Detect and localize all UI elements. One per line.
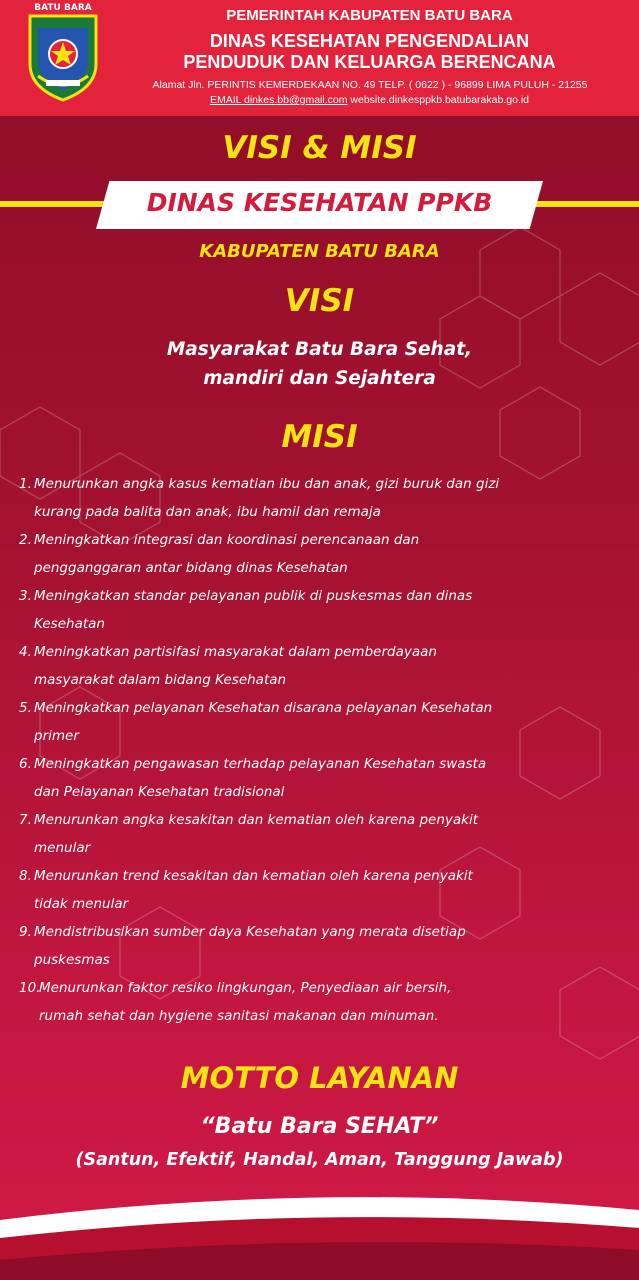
misi-line: Mendistribusikan sumber daya Kesehatan yang merata disetiap [34,924,466,940]
misi-line: Meningkatkan standar pelayanan publik di puskesmas dan dinas [34,588,473,604]
misi-line: Kesehatan [34,616,105,632]
bottom-wave-decoration [0,1180,639,1280]
misi-item [19,974,631,1030]
misi-number: 10. [19,980,41,996]
visi-misi-title: VISI & MISI [222,130,417,166]
misi-item [19,806,631,862]
misi-line: masyarakat dalam bidang Kesehatan [34,672,287,688]
misi-line: Meningkatkan integrasi dan koordinasi perencanaan dan [34,532,420,548]
misi-line: Meningkatkan partisifasi masyarakat dalam pemberdayaan [34,644,437,660]
misi-number: 8. [19,868,32,884]
visi-heading: VISI [284,283,355,319]
header-agency-title-2: PENDUDUK DAN KELUARGA BERENCANA [183,52,556,72]
misi-line: Meningkatkan pelayanan Kesehatan disarana pelayanan Kesehatan [34,700,493,716]
misi-line: Menurunkan trend kesakitan dan kematian oleh karena penyakit [34,868,473,884]
misi-line: menular [34,840,91,856]
header-government-title: PEMERINTAH KABUPATEN BATU BARA [226,7,513,24]
misi-number: 3. [19,588,32,604]
logo-label: BATU BARA [34,3,92,13]
motto-values: (Santun, Efektif, Handal, Aman, Tanggung Jawab) [75,1150,564,1170]
batu-bara-emblem-icon [24,6,102,102]
misi-line: Meningkatkan pengawasan terhadap pelayanan Kesehatan swasta [34,756,487,772]
visi-line-1: Masyarakat Batu Bara Sehat, [166,339,473,360]
website-text: website.dinkesppkb.batubarakab.go.id [350,94,530,106]
visi-line-2: mandiri dan Sejahtera [203,368,436,389]
header-agency-title-1: DINAS KESEHATAN PENGENDALIAN [209,31,530,51]
misi-line: rumah sehat dan hygiene sanitasi makanan dan minuman. [39,1008,439,1024]
misi-number: 6. [19,756,32,772]
misi-item [19,638,631,694]
header-address: Alamat Jln. PERINTIS KEMERDEKAAN NO. 49 TELP. ( 0622 ) - 96899 LIMA PULUH - 21255 [152,79,588,91]
misi-line: tidak menular [34,896,129,912]
misi-number: 9. [19,924,32,940]
misi-item [19,918,631,974]
visi-statement [0,335,639,393]
misi-item [19,750,631,806]
misi-item [19,582,631,638]
misi-number: 1. [19,476,32,492]
misi-line: kurang pada balita dan anak, ibu hamil dan remaja [34,504,381,520]
misi-line: Menurunkan angka kasus kematian ibu dan anak, gizi buruk dan gizi [34,476,500,492]
misi-line: puskesmas [34,952,110,968]
misi-line: primer [34,728,79,744]
misi-line: dan Pelayanan Kesehatan tradisional [34,784,285,800]
misi-list [19,470,631,1030]
misi-item [19,862,631,918]
misi-line: pengganggaran antar bidang dinas Kesehatan [34,560,348,576]
misi-line: Menurunkan faktor resiko lingkungan, Penyediaan air bersih, [39,980,452,996]
misi-number: 2. [19,532,32,548]
ribbon-title: DINAS KESEHATAN PPKB [146,188,493,217]
misi-number: 7. [19,812,32,828]
motto-heading: MOTTO LAYANAN [180,1061,459,1095]
letterhead [0,0,639,116]
email-link[interactable]: EMAIL dinkes.bb@gmail.com [209,94,348,106]
kabupaten-subtitle: KABUPATEN BATU BARA [199,241,440,262]
misi-number: 5. [19,700,32,716]
header-contact [100,94,639,106]
misi-line: Menurunkan angka kesakitan dan kematian oleh karena penyakit [34,812,479,828]
misi-number: 4. [19,644,32,660]
misi-item [19,694,631,750]
misi-item [19,526,631,582]
motto-quote: “Batu Bara SEHAT” [200,1114,439,1139]
misi-heading: MISI [281,419,358,455]
misi-item [19,470,631,526]
